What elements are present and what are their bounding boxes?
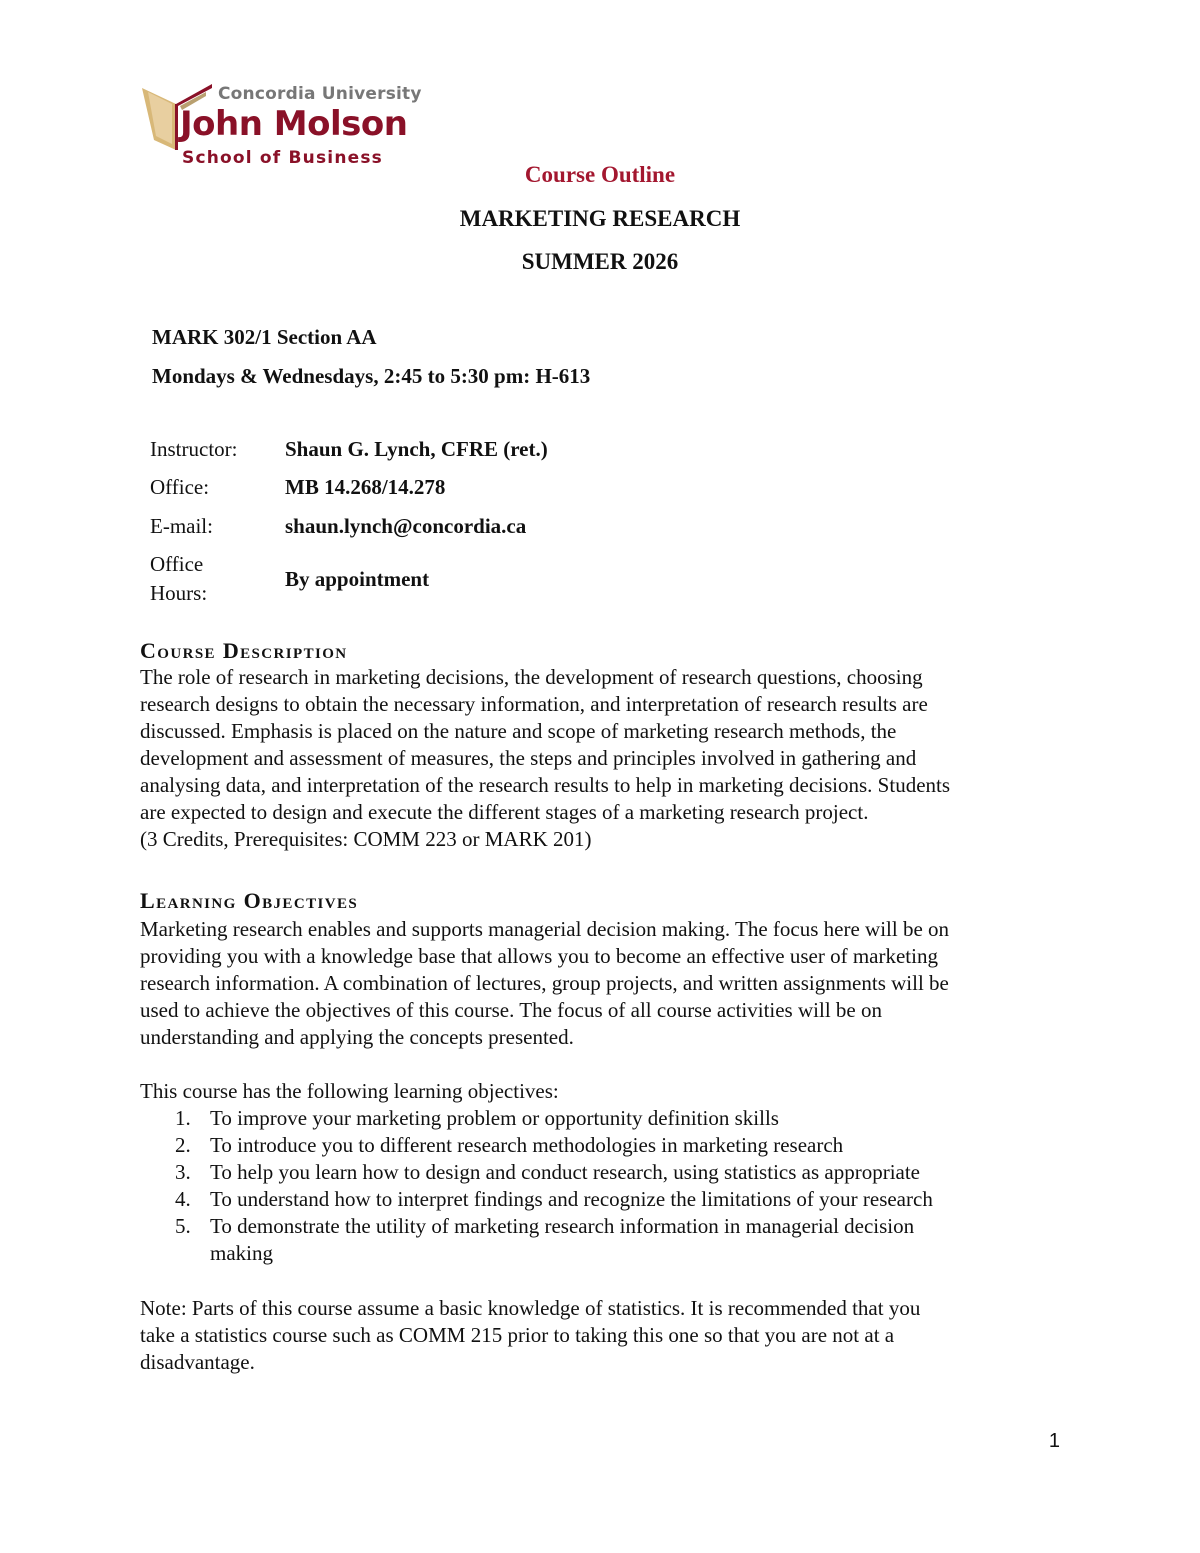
- objective-text: To help you learn how to design and conduct research, using statistics as appropriate: [210, 1160, 921, 1184]
- objective-text: To understand how to interpret findings and recognize the limitations of your research: [210, 1187, 933, 1211]
- objective-item: [140, 1213, 1070, 1267]
- course-term: SUMMER 2026: [521, 249, 679, 274]
- objective-number: 1.: [175, 1106, 191, 1130]
- description-line: development and assessment of measures, the steps and principles involved in gathering and: [140, 746, 917, 770]
- description-line: are expected to design and execute the different stages of a marketing research project.: [140, 800, 869, 824]
- description-line: (3 Credits, Prerequisites: COMM 223 or MARK 201): [140, 827, 592, 851]
- objective-number: 2.: [175, 1133, 191, 1157]
- objective-item: [140, 1159, 1070, 1186]
- objective-text: To demonstrate the utility of marketing research information in managerial decision: [210, 1214, 915, 1238]
- objectives-intro-line: providing you with a knowledge base that allows you to become an effective user of marketing: [140, 944, 938, 968]
- course-code: MARK 302/1 Section AA: [152, 325, 377, 349]
- course-outline-label: Course Outline: [524, 162, 676, 187]
- objectives-intro-line: used to achieve the objectives of this course. The focus of all course activities will be on: [140, 998, 882, 1022]
- john-molson-logo: [142, 82, 422, 174]
- logo-main-text: John Molson: [180, 104, 408, 144]
- objective-item: [140, 1105, 1070, 1132]
- office-label: Office:: [150, 475, 210, 499]
- note-line: Note: Parts of this course assume a basic knowledge of statistics. It is recommended that you: [140, 1296, 921, 1320]
- objective-number: 3.: [175, 1160, 191, 1184]
- instructor-label: Instructor:: [150, 437, 238, 461]
- office-value: MB 14.268/14.278: [285, 475, 446, 499]
- logo-school-text: School of Business: [182, 148, 383, 168]
- objectives-list: [140, 1105, 1070, 1267]
- course-description-heading: Course Description: [140, 638, 348, 663]
- objective-number: 4.: [175, 1187, 191, 1211]
- page-number: 1: [1048, 1430, 1060, 1452]
- office-hours-label-line2: Hours:: [150, 581, 208, 605]
- objective-text: To improve your marketing problem or opportunity definition skills: [210, 1106, 779, 1130]
- description-line: discussed. Emphasis is placed on the nature and scope of marketing research methods, the: [140, 719, 897, 743]
- objective-text: making: [210, 1241, 273, 1265]
- email-value[interactable]: shaun.lynch@concordia.ca: [285, 514, 527, 538]
- objective-text: To introduce you to different research methodologies in marketing research: [210, 1133, 844, 1157]
- description-line: The role of research in marketing decisions, the development of research questions, choosing: [140, 665, 923, 689]
- objective-item: [140, 1132, 1070, 1159]
- course-title: MARKETING RESEARCH: [459, 206, 741, 231]
- learning-objectives-heading: Learning Objectives: [140, 888, 359, 913]
- objectives-intro-line: research information. A combination of lectures, group projects, and written assignments will be: [140, 971, 949, 995]
- office-hours-value: By appointment: [285, 567, 430, 591]
- statistics-note: [140, 1295, 1070, 1376]
- objective-item: [140, 1186, 1070, 1213]
- objective-number: 5.: [175, 1214, 191, 1238]
- note-line: disadvantage.: [140, 1350, 255, 1374]
- description-line: analysing data, and interpretation of the research results to help in marketing decisions. Students: [140, 773, 951, 797]
- objectives-intro-line: understanding and applying the concepts presented.: [140, 1025, 574, 1049]
- course-schedule: Mondays & Wednesdays, 2:45 to 5:30 pm: H-613: [152, 364, 591, 388]
- objectives-intro-line: Marketing research enables and supports managerial decision making. The focus here will be on: [140, 917, 950, 941]
- description-line: research designs to obtain the necessary information, and interpretation of research results are: [140, 692, 928, 716]
- note-line: take a statistics course such as COMM 215 prior to taking this one so that you are not at a: [140, 1323, 895, 1347]
- course-description-text: [140, 664, 1070, 853]
- learning-objectives-intro: [140, 916, 1070, 1051]
- logo-university-text: Concordia University: [218, 84, 422, 104]
- office-hours-label-line1: Office: [150, 552, 204, 576]
- instructor-value: Shaun G. Lynch, CFRE (ret.): [285, 437, 548, 461]
- objectives-list-intro: This course has the following learning objectives:: [140, 1079, 559, 1103]
- email-label: E-mail:: [150, 514, 213, 538]
